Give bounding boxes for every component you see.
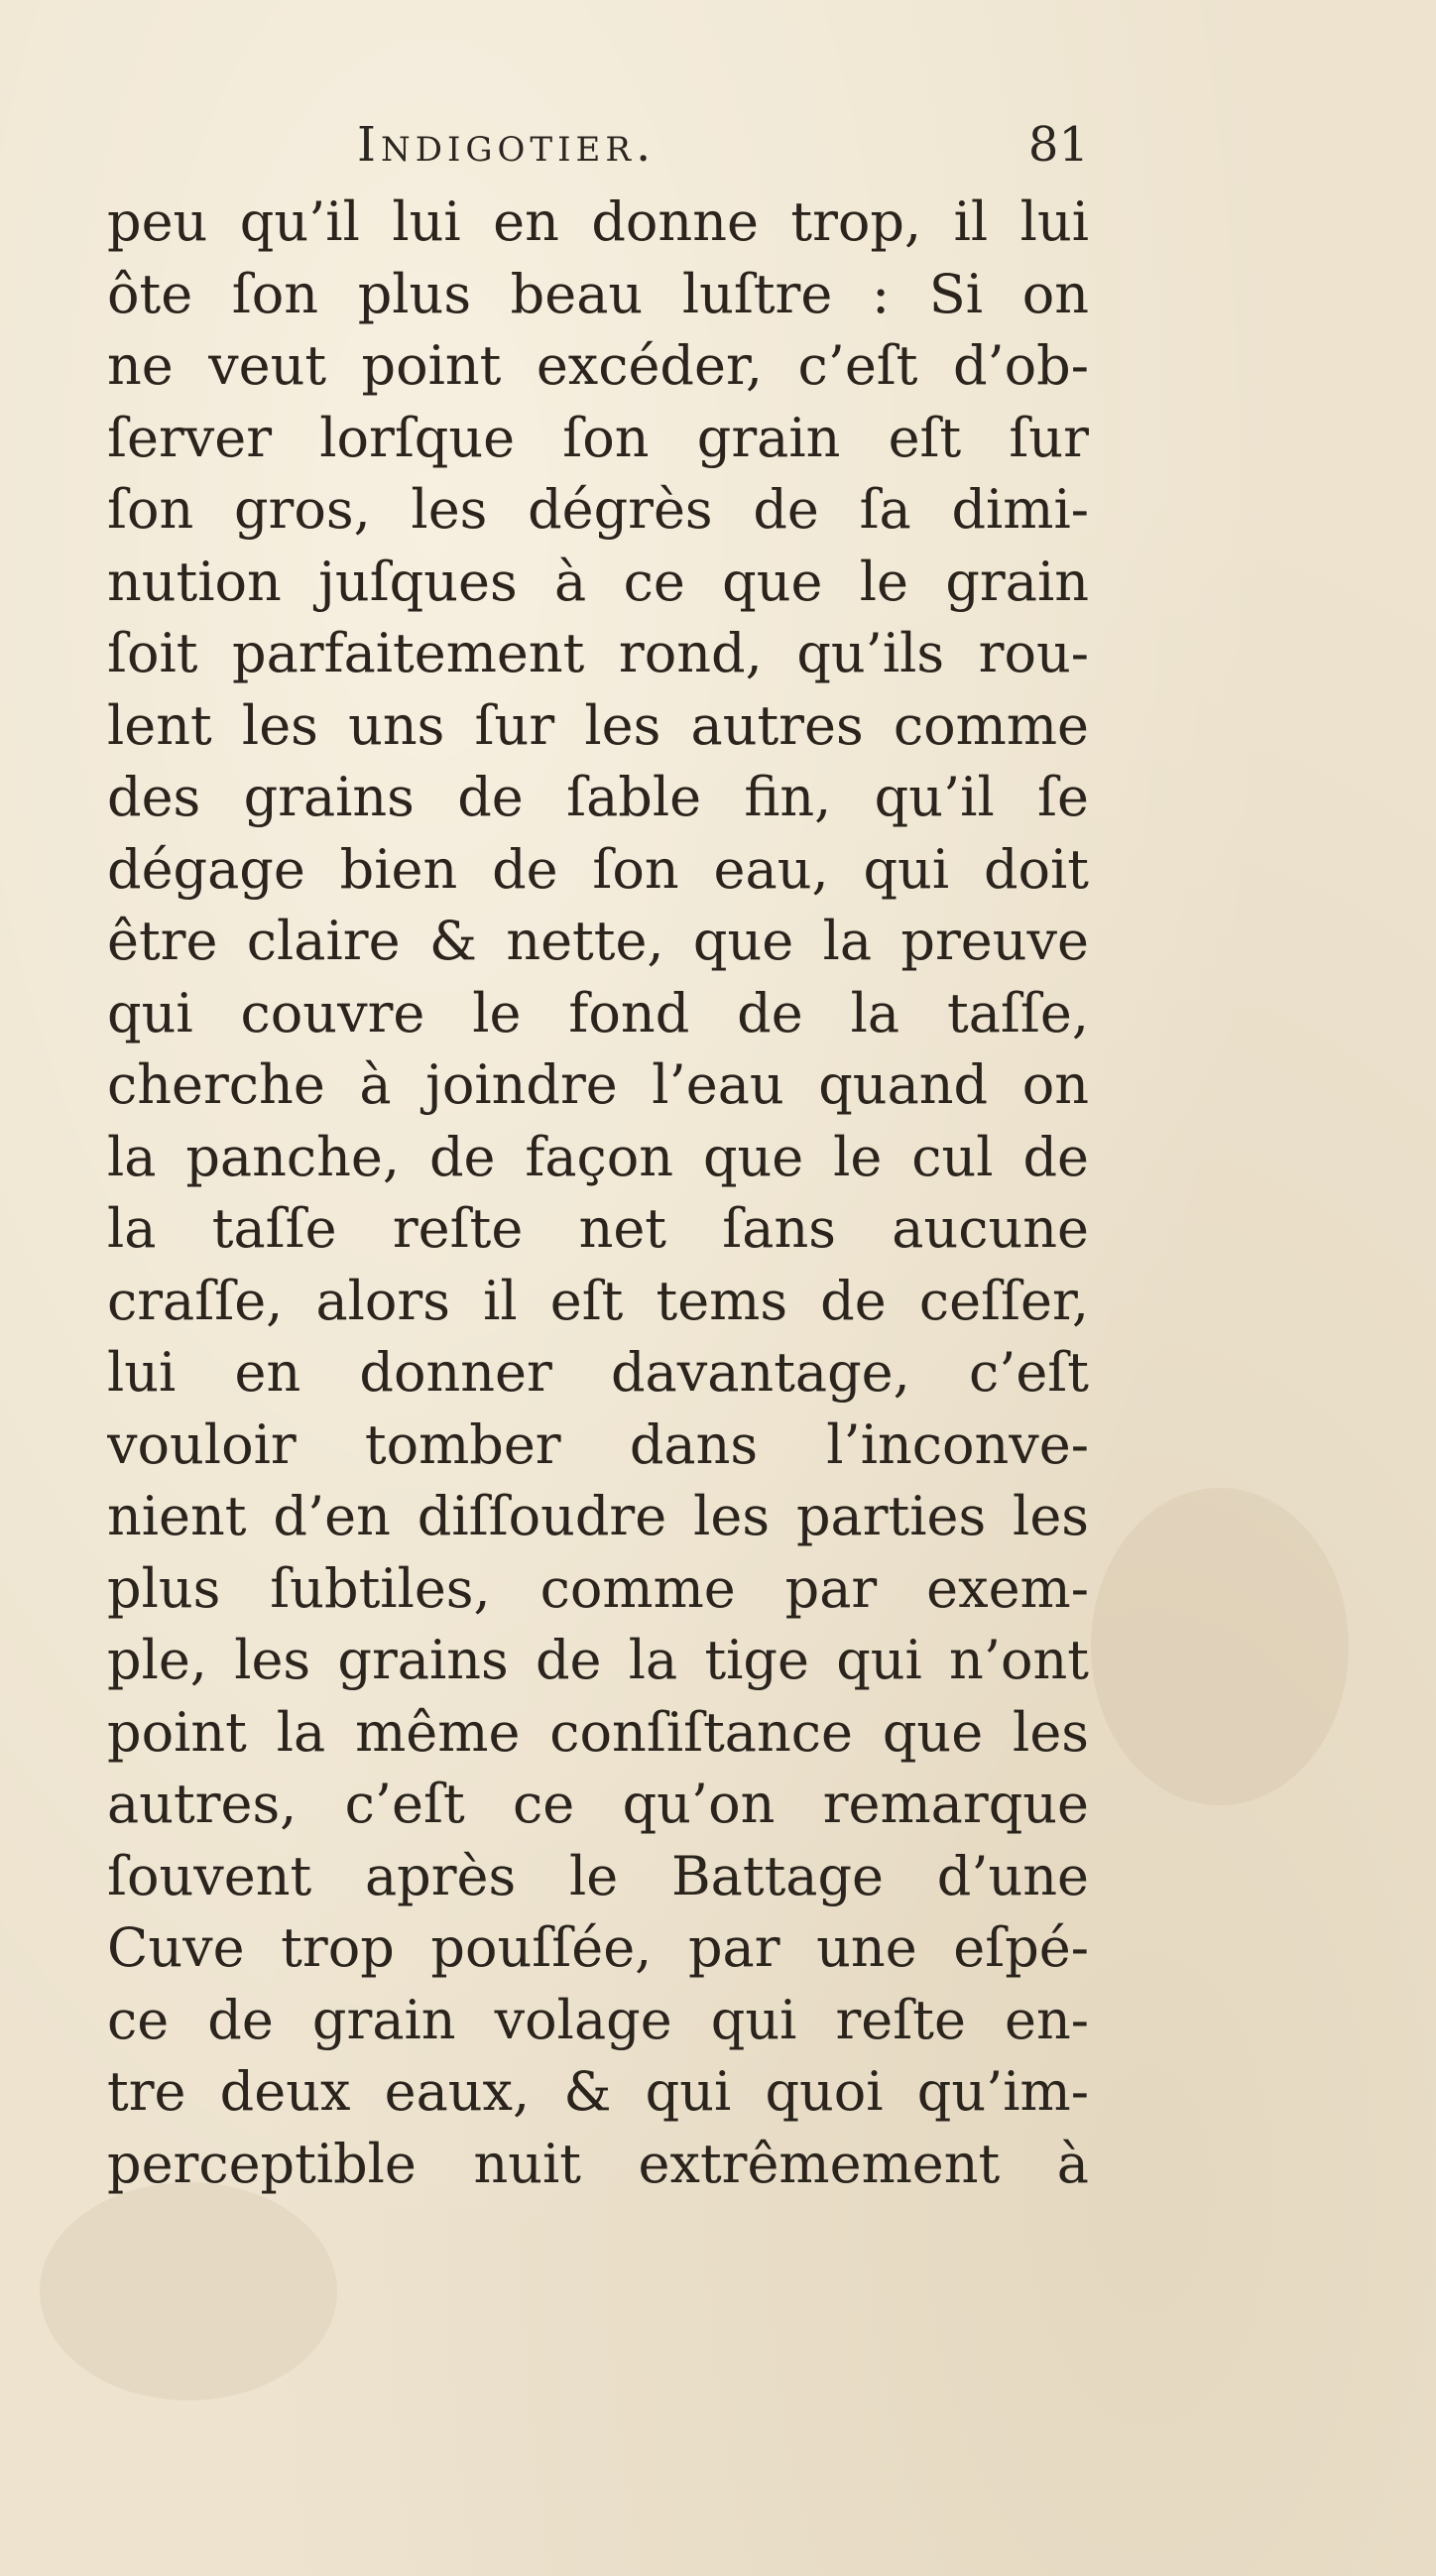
text-line: ne veut point excéder, c’eſt d’ob-	[107, 334, 1089, 397]
paper-stain	[40, 2182, 337, 2400]
text-line: nient d’en diſſoudre les parties les	[107, 1485, 1089, 1547]
text-line: autres, c’eſt ce qu’on remarque	[107, 1773, 1089, 1835]
text-line: ce de grain volage qui reſte en-	[107, 1988, 1089, 2051]
text-line: perceptible nuit extrêmement à	[107, 2132, 1089, 2195]
running-title: Indigotier.	[357, 117, 657, 173]
text-line: ôte ſon plus beau luſtre : Si on	[107, 262, 1089, 325]
text-line: ſerver lorſque ſon grain eſt ſur	[107, 406, 1089, 469]
body-text	[107, 186, 1089, 2200]
text-line: cherche à joindre l’eau quand on	[107, 1053, 1089, 1116]
text-line: ple, les grains de la tige qui n’ont	[107, 1629, 1089, 1691]
text-line: point la même conſiſtance que les	[107, 1700, 1089, 1764]
text-line: ſon gros, les dégrès de ſa dimi-	[107, 478, 1089, 541]
paper-stain	[1091, 1488, 1349, 1805]
text-line: nution juſques à ce que le grain	[107, 550, 1089, 613]
text-line: la taſſe reſte net ſans aucune	[107, 1197, 1089, 1260]
text-line: lui en donner davantage, c’eſt	[107, 1341, 1089, 1404]
text-line: Cuve trop pouſſée, par une eſpé-	[107, 1916, 1089, 1979]
text-line: lent les uns ſur les autres comme	[107, 693, 1089, 757]
text-line: ſouvent après le Battage d’une	[107, 1844, 1089, 1907]
text-line: qui couvre le fond de la taſſe,	[107, 981, 1089, 1044]
page-number: 81	[1027, 117, 1089, 173]
text-line: craſſe, alors il eſt tems de ceſſer,	[107, 1269, 1089, 1332]
text-line: vouloir tomber dans l’inconve-	[107, 1412, 1089, 1476]
page-header	[107, 117, 1089, 186]
text-line: être claire & nette, que la preuve	[107, 910, 1089, 972]
text-line: tre deux eaux, & qui quoi qu’im-	[107, 2060, 1089, 2123]
text-line: dégage bien de ſon eau, qui doit	[107, 837, 1089, 901]
text-line: peu qu’il lui en donne trop, il lui	[107, 190, 1089, 253]
text-line: plus ſubtiles, comme par exem-	[107, 1556, 1089, 1620]
text-line: des grains de ſable fin, qu’il ſe	[107, 766, 1089, 828]
text-line: la panche, de façon que le cul de	[107, 1125, 1089, 1188]
text-line: ſoit parfaitement rond, qu’ils rou-	[107, 622, 1089, 684]
